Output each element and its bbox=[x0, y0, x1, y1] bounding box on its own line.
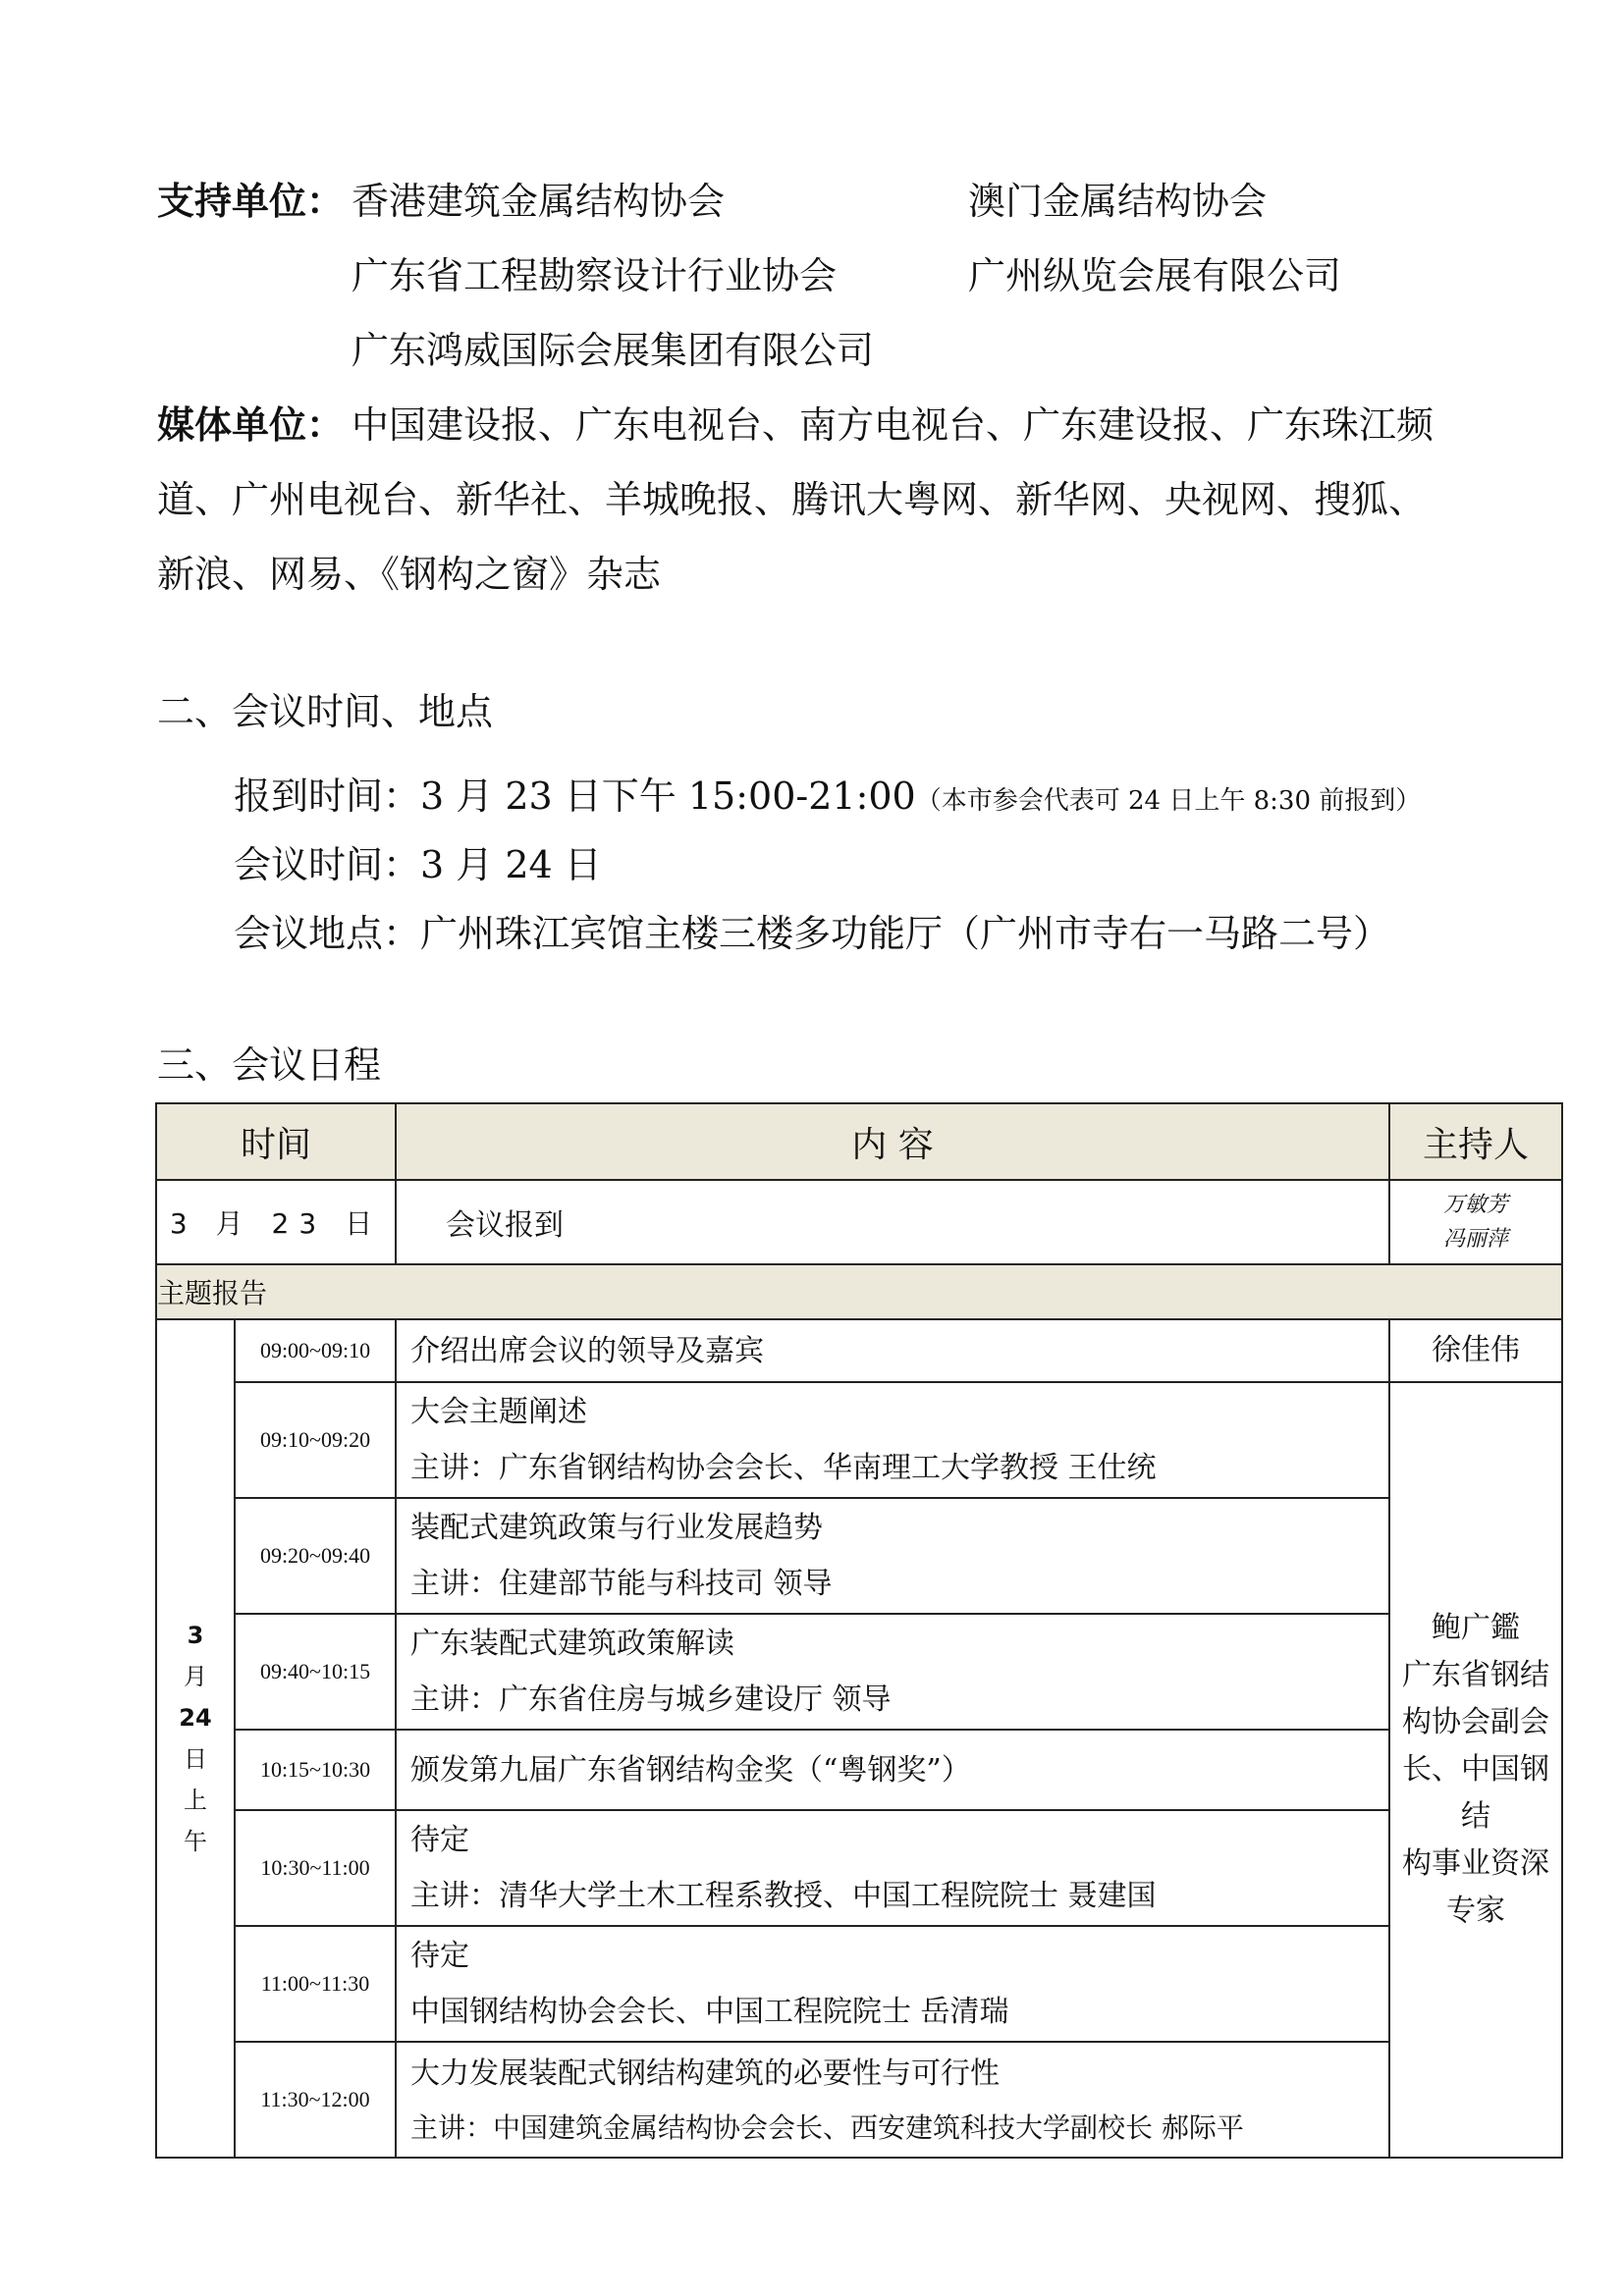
row-time: 10:30~11:00 bbox=[235, 1810, 396, 1926]
main-host-line: 鲍广鑑 bbox=[1432, 1611, 1521, 1645]
day-label-part: 24 bbox=[179, 1704, 212, 1732]
table-row bbox=[156, 1498, 1562, 1614]
media-line-2: 道、广州电视台、新华社、羊城晚报、腾讯大粤网、新华网、央视网、搜狐、 bbox=[157, 478, 1427, 521]
row-content bbox=[396, 1614, 1389, 1730]
row-time: 09:00~09:10 bbox=[235, 1319, 396, 1382]
row-content bbox=[396, 2042, 1389, 2158]
row-time: 09:20~09:40 bbox=[235, 1498, 396, 1614]
main-host-line: 广东省钢结 bbox=[1402, 1658, 1550, 1692]
schedule-table bbox=[155, 1102, 1563, 2159]
row-title: 广东装配式建筑政策解读 bbox=[410, 1627, 735, 1661]
row-title: 大力发展装配式钢结构建筑的必要性与可行性 bbox=[410, 2056, 1001, 2091]
row-speaker: 主讲：中国建筑金属结构协会会长、西安建筑科技大学副校长 郝际平 bbox=[410, 2110, 1244, 2144]
main-host-line: 专家 bbox=[1446, 1894, 1506, 1928]
day-label-part: 上 bbox=[184, 1787, 207, 1814]
checkin-note: （本市参会代表可 24 日上午 8:30 前报到） bbox=[915, 786, 1422, 816]
table-row bbox=[156, 1319, 1562, 1382]
row-time: 11:00~11:30 bbox=[235, 1926, 396, 2042]
theme-label: 主题报告 bbox=[156, 1264, 1562, 1319]
media-line-3: 新浪、网易、《钢构之窗》杂志 bbox=[157, 553, 662, 596]
table-row bbox=[156, 1730, 1562, 1810]
support-unit-3: 广东省工程勘察设计行业协会 bbox=[352, 254, 838, 297]
row-content bbox=[396, 1730, 1389, 1810]
support-unit-2: 澳门金属结构协会 bbox=[968, 180, 1268, 223]
checkin-label: 报到时间： bbox=[234, 774, 421, 818]
row-title: 大会主题阐述 bbox=[410, 1395, 588, 1429]
meeting-time: 会议时间：3 月 24 日 bbox=[234, 843, 602, 886]
row-content bbox=[396, 1926, 1389, 2042]
support-unit-4: 广州纵览会展有限公司 bbox=[968, 254, 1342, 297]
registration-host-1: 万敏芳 bbox=[1443, 1192, 1509, 1217]
day-label-part: 3 bbox=[187, 1622, 204, 1649]
table-row bbox=[156, 2042, 1562, 2158]
row-time: 10:15~10:30 bbox=[235, 1730, 396, 1810]
main-host-line: 构事业资深 bbox=[1402, 1846, 1550, 1881]
section-2-heading: 二、会议时间、地点 bbox=[157, 690, 494, 733]
support-unit-5: 广东鸿威国际会展集团有限公司 bbox=[352, 329, 875, 372]
row-time: 09:10~09:20 bbox=[235, 1382, 396, 1498]
support-label: 支持单位： bbox=[157, 180, 345, 223]
row-speaker: 主讲：广东省住房与城乡建设厅 领导 bbox=[410, 1682, 892, 1717]
row-time: 11:30~12:00 bbox=[235, 2042, 396, 2158]
row-content bbox=[396, 1319, 1389, 1382]
table-row bbox=[156, 1926, 1562, 2042]
main-host-line: 构协会副会 bbox=[1402, 1705, 1550, 1739]
first-host: 徐佳伟 bbox=[1389, 1319, 1562, 1382]
row-speaker: 主讲：住建部节能与科技司 领导 bbox=[410, 1567, 833, 1601]
row-title: 装配式建筑政策与行业发展趋势 bbox=[410, 1511, 824, 1545]
row-title: 介绍出席会议的领导及嘉宾 bbox=[410, 1333, 765, 1368]
table-row bbox=[156, 1382, 1562, 1498]
checkin-line bbox=[234, 774, 1422, 818]
section-3-heading: 三、会议日程 bbox=[157, 1043, 382, 1087]
registration-host bbox=[1389, 1180, 1562, 1264]
row-time: 09:40~10:15 bbox=[235, 1614, 396, 1730]
support-unit-1: 香港建筑金属结构协会 bbox=[352, 180, 726, 223]
day-label-part: 月 bbox=[184, 1663, 207, 1690]
media-line-1: 中国建设报、广东电视台、南方电视台、广东建设报、广东珠江频 bbox=[352, 403, 1435, 447]
row-speaker: 主讲：广东省钢结构协会会长、华南理工大学教授 王仕统 bbox=[410, 1451, 1157, 1485]
main-host-line: 长、中国钢结 bbox=[1402, 1752, 1550, 1834]
row-speaker: 主讲：清华大学土木工程系教授、中国工程院院士 聂建国 bbox=[410, 1879, 1157, 1913]
header-host: 主持人 bbox=[1389, 1103, 1562, 1180]
row-content bbox=[396, 1810, 1389, 1926]
checkin-value: 3 月 23 日下午 15:00-21:00 bbox=[420, 774, 916, 818]
registration-host-2: 冯丽萍 bbox=[1443, 1227, 1509, 1252]
row-title: 待定 bbox=[410, 1823, 470, 1857]
row-speaker: 中国钢结构协会会长、中国工程院院士 岳清瑞 bbox=[410, 1995, 1009, 2029]
main-host bbox=[1389, 1382, 1562, 2158]
table-header-row bbox=[156, 1103, 1562, 1180]
registration-content: 会议报到 bbox=[396, 1180, 1389, 1264]
table-row bbox=[156, 1810, 1562, 1926]
row-content bbox=[396, 1498, 1389, 1614]
table-row bbox=[156, 1614, 1562, 1730]
day-label bbox=[156, 1319, 235, 2158]
row-title: 待定 bbox=[410, 1939, 470, 1973]
row-content bbox=[396, 1382, 1389, 1498]
day-label-part: 日 bbox=[184, 1745, 207, 1773]
theme-row bbox=[156, 1264, 1562, 1319]
header-content: 内 容 bbox=[396, 1103, 1389, 1180]
meeting-place: 会议地点：广州珠江宾馆主楼三楼多功能厅（广州市寺右一马路二号） bbox=[234, 912, 1391, 955]
registration-row bbox=[156, 1180, 1562, 1264]
day-label-part: 午 bbox=[184, 1828, 207, 1855]
row-title: 颁发第九届广东省钢结构金奖（“粤钢奖”） bbox=[410, 1752, 971, 1788]
registration-date: 3 月 23 日 bbox=[156, 1180, 396, 1264]
header-time: 时间 bbox=[156, 1103, 396, 1180]
media-label: 媒体单位： bbox=[157, 403, 345, 447]
